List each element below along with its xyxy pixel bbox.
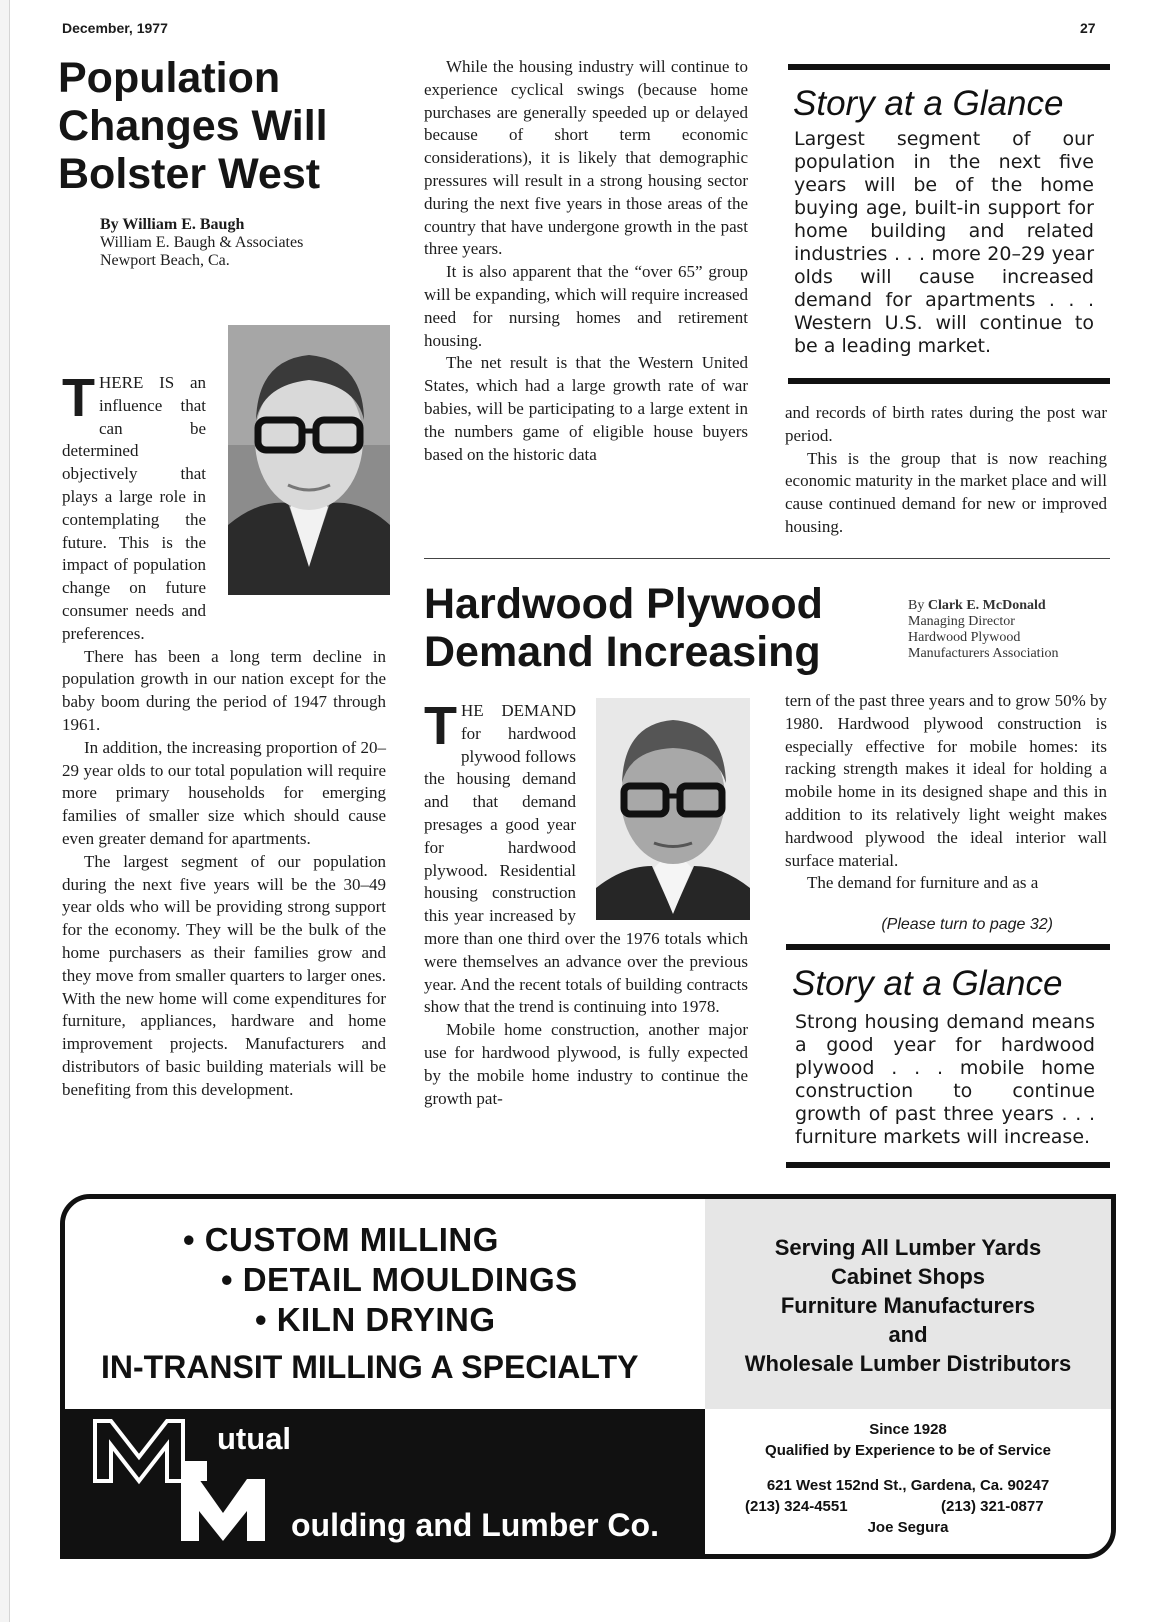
photo-text-wrap: [576, 700, 748, 922]
page-binding-edge: [0, 0, 10, 1622]
ad-customer-line: Furniture Manufacturers: [780, 1293, 1036, 1318]
ad-specialty: IN-TRANSIT MILLING A SPECIALTY: [101, 1349, 639, 1385]
ad-qualified: Qualified by Experience to be of Service: [765, 1442, 1051, 1459]
article1-paragraph: The net result is that the Western United States, which had a large growth rate of war babies, will be participating to a large extent in the numbers game of eligible house buyers based on the historic data: [424, 353, 748, 464]
article2-by: By: [908, 598, 925, 613]
ad-contact-panel: [705, 1409, 1111, 1554]
ad-since: Since 1928: [869, 1421, 947, 1438]
article1-column2: [424, 56, 748, 466]
article2-column1: [424, 696, 748, 1110]
article2-drop-cap: T: [424, 696, 457, 756]
photo-text-wrap: [206, 372, 386, 600]
article1-column1: [62, 368, 386, 1102]
article1-paragraph: In addition, the increasing proportion of 20–29 year olds to our total population will require more primary households for emerging families of smaller size which should cause even greater demand for apartments.: [62, 737, 386, 848]
ad-service-item: • DETAIL MOULDINGS: [221, 1261, 578, 1298]
ad-services-panel: [65, 1199, 705, 1409]
ad-customer-line: Cabinet Shops: [830, 1264, 985, 1289]
article1-author: By William E. Baugh: [100, 216, 245, 233]
glance2-text: Strong housing demand means a good year for hardwood plywood . . . mobile home construction to continue growth of past three years . . . furniture markets will increase.: [795, 1011, 1095, 1148]
glance1-title: Story at a Glance: [793, 84, 1064, 123]
article1-drop-cap: T: [62, 368, 95, 428]
article2-paragraph: The demand for furniture and as a: [807, 873, 1039, 893]
page-number: 27: [1080, 20, 1096, 36]
article2-author: Clark E. McDonald: [927, 598, 1046, 613]
issue-date: December, 1977: [62, 20, 168, 36]
ad-phones: [705, 1496, 1111, 1517]
glance2-title: Story at a Glance: [792, 964, 1063, 1003]
article2-role: Managing Director: [908, 614, 1015, 629]
ad-customer-line: and: [888, 1322, 928, 1347]
ad-phone: (213) 321-0877: [941, 1498, 1044, 1515]
article2-paragraph: tern of the past three years and to grow 50% by 1980. Hardwood plywood construction is especially effective for mobile homes: its racking strength makes it ideal for holding a mobile home in its designed shape and this in addition to its relatively light weight makes hardwood plywood the ideal interior wall surface material.: [785, 691, 1107, 870]
ad-customers-list: [705, 1199, 1111, 1378]
article1-column3: [785, 402, 1107, 539]
article2-column2: [785, 690, 1107, 895]
article1-byline: [100, 216, 390, 270]
article1-title: Population Changes Will Bolster West: [58, 54, 328, 198]
article1-paragraph: There has been a long term decline in population growth in our nation except for the baby boom during the period of 1947 through 1961.: [62, 646, 386, 734]
article1-lead: HERE IS an influence that can be determined objectively that plays a large role in contemplating the future. This is the impact of population change on future consumer needs and preferences.: [62, 373, 206, 643]
article2-org: Manufacturers Association: [908, 646, 1059, 661]
article1-paragraph: The largest segment of our population during the next five years will be the 30–49 year olds who will be providing strong support for the economy. They will be the bulk of the home purchasers as their families grow and they move from smaller quarters to larger ones. With the new home will come expenditures for furniture, appliances, hardware and home improvement projects. Manufacturers and distributors of basic building materials will be benefiting from this development.: [62, 851, 386, 1099]
article1-location: Newport Beach, Ca.: [100, 252, 230, 269]
ad-phone: (213) 324-4551: [745, 1498, 848, 1515]
ad-address: 621 West 152nd St., Gardena, Ca. 90247: [766, 1477, 1050, 1494]
glance1-text: Largest segment of our population in the next five years will be of the home buying age, built-in support for home building and related industries . . . more 20–29 year olds will cause increased demand for apartments . . . Western U.S. will continue to be a leading market.: [794, 128, 1094, 357]
article1-paragraph: While the housing industry will continue to experience cyclical swings (because home purchases are generally speeded up or delayed because of short term economic considerations), it is likely that demographic pressures will result in a strong housing sector during the next five years in those areas of the country that have undergone growth in the past three years.: [424, 57, 748, 259]
glance1-bottom-rule: [788, 378, 1110, 384]
ad-service-item: • CUSTOM MILLING: [183, 1221, 499, 1258]
ad-customer-line: Wholesale Lumber Distributors: [744, 1351, 1072, 1376]
continued-note: (Please turn to page 32): [881, 916, 1053, 933]
glance1-top-rule: [788, 64, 1110, 70]
article1-affiliation: William E. Baugh & Associates: [100, 234, 304, 251]
article2-lead: HE DEMAND for hardwood plywood follows the housing demand and that demand presages a good year for hardwood plywood. Residential housing construction this year increased by more than one third over the 1976 totals which were themselves an advance over the previous year. And the recent totals of building contracts show that the trend is continuing into 1978.: [424, 701, 748, 1017]
article2-title: Hardwood Plywood Demand Increasing: [424, 580, 823, 676]
ad-customer-line: Serving All Lumber Yards: [774, 1235, 1042, 1260]
article2-byline: [908, 598, 1108, 662]
glance2-bottom-rule: [786, 1162, 1110, 1168]
article-divider: [424, 558, 1110, 559]
ad-contact-name: Joe Segura: [867, 1519, 949, 1536]
mutual-moulding-advertisement: [60, 1194, 1116, 1559]
ad-logo-word-company: oulding and Lumber Co.: [291, 1507, 659, 1543]
article1-paragraph: and records of birth rates during the post war period.: [785, 403, 1107, 445]
article2-org: Hardwood Plywood: [908, 630, 1021, 645]
article1-paragraph: It is also apparent that the “over 65” group will be expanding, which will require increased need for nursing homes and retirement housing.: [424, 262, 748, 350]
glance2-top-rule: [786, 944, 1110, 950]
article1-paragraph: This is the group that is now reaching economic maturity in the market place and will cause continued demand for new or improved housing.: [785, 448, 1107, 536]
ad-customers-panel: [705, 1199, 1111, 1409]
ad-service-item: • KILN DRYING: [255, 1301, 496, 1338]
ad-logo-panel: [65, 1409, 705, 1554]
ad-logo-word-mutual: utual: [217, 1421, 292, 1456]
article2-paragraph: Mobile home construction, another major use for hardwood plywood, is fully expected by the mobile home industry to continue the growth pat-: [424, 1020, 748, 1108]
